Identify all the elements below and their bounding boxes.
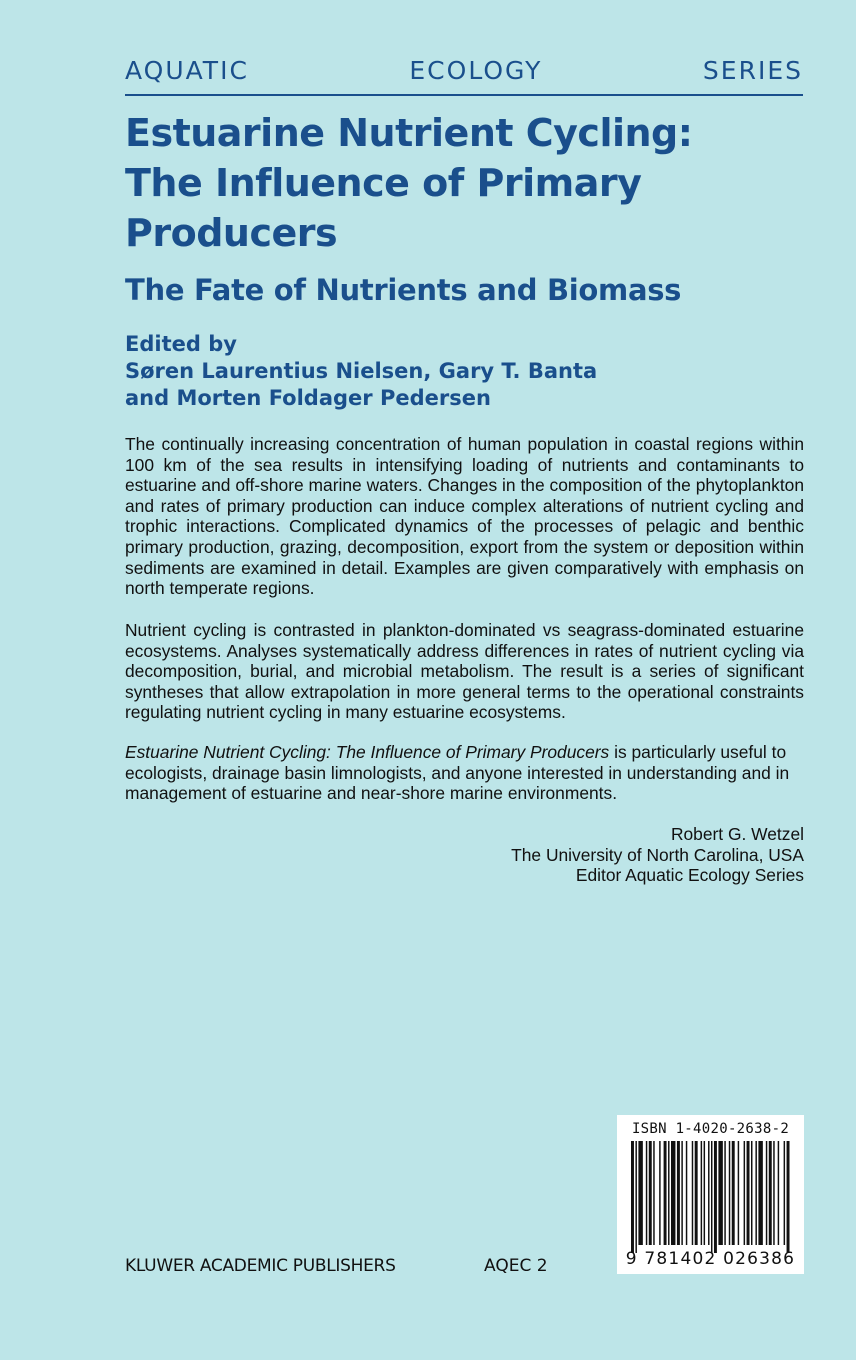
barcode-bar [686,1141,687,1245]
signature-role: Editor Aquatic Ecology Series [575,865,804,886]
signature-name: Robert G. Wetzel [670,824,804,844]
barcode-bar [778,1141,779,1245]
editors-block [125,331,597,412]
barcode-bar [744,1141,745,1245]
barcode-bar [701,1141,702,1245]
barcode-bar [704,1141,705,1245]
barcode-bar [653,1141,654,1245]
barcode-bar [747,1141,750,1245]
barcode-bar [646,1141,647,1245]
barcode-bar [677,1141,680,1245]
paragraph-3-text: is particularly useful to ecologists, drainage basin limnologists, and anyone interested in understanding and in management of estuarine and near-shore marine environments. [125,742,790,804]
ean-number: 9 781402 026386 [625,1249,796,1269]
barcode-bar [787,1141,790,1253]
barcode-bar [708,1141,709,1245]
title-line-2: The Influence of Primary [125,161,642,205]
barcode-bar [649,1141,652,1245]
description-paragraph-3 [125,742,804,804]
book-subtitle: The Fate of Nutrients and Biomass [125,273,682,307]
barcode-bar [711,1141,712,1253]
title-line-3: Producers [125,211,338,255]
barcode-bar [714,1141,717,1253]
barcode-bar [732,1141,735,1245]
barcode-bar [638,1141,642,1245]
barcode-bar [659,1141,660,1245]
barcode-bar [718,1141,722,1245]
series-editor-signature [511,824,804,886]
title-line-1: Estuarine Nutrient Cycling: [125,111,693,155]
barcode-bar [758,1141,762,1245]
description-paragraph-1: The continually increasing concentration of human population in coastal regions within 100 km of the sea results in intensifying loading of nutrients and contaminants to estuarine and off-shore marine waters. Changes in the composition of the phytoplankton and rates of primary production can induce complex alterations of nutrient cycling and trophic interactions. Complicated dynamics of the processes of pelagic and benthic primary production, grazing, decomposition, export from the system or deposition within sediments are examined in detail. Examples are given comparatively with emphasis on north temperate regions. [125,434,804,599]
barcode-bar [668,1141,669,1245]
barcode-bar [724,1141,725,1245]
barcode-bar [729,1141,730,1245]
series-name: AQUATIC ECOLOGY SERIES [125,56,803,85]
book-title-italic: Estuarine Nutrient Cycling: The Influence of Primary Producers [125,742,610,762]
editors-label: Edited by [125,332,237,356]
series-code: AQEC 2 [484,1256,548,1276]
publisher-name: KLUWER ACADEMIC PUBLISHERS [125,1256,396,1276]
barcode-bar [692,1141,693,1245]
barcode-box [617,1115,804,1274]
barcode-bar [664,1141,667,1245]
header-rule [125,94,803,96]
barcode-bar [766,1141,767,1245]
barcode-bar [681,1141,682,1245]
barcode-bar [695,1141,698,1245]
barcode-bar [755,1141,756,1245]
book-title [125,108,805,258]
barcode-bar [751,1141,752,1245]
signature-affiliation: The University of North Carolina, USA [511,844,804,865]
barcode-bar [784,1141,785,1245]
isbn-label: ISBN 1-4020-2638-2 [631,1121,790,1137]
barcode-icon [631,1141,791,1253]
barcode-bar [738,1141,739,1245]
editors-line-2: and Morten Foldager Pedersen [125,386,491,410]
barcode-bar [671,1141,675,1245]
barcode-bar [631,1141,634,1253]
editors-line-1: Søren Laurentius Nielsen, Gary T. Banta [125,359,598,383]
barcode-bar [769,1141,772,1245]
barcode-bar [773,1141,774,1245]
barcode-bar [635,1141,636,1253]
description-paragraph-2: Nutrient cycling is contrasted in plankton-dominated vs seagrass-dominated estuarine ecosystems. Analyses systematically address differences in rates of nutrient cycling via decomposition, burial, and microbial metabolism. The result is a series of significant syntheses that allow extrapolation in more general terms to the operational constraints regulating nutrient cycling in many estuarine ecosystems. [125,620,804,723]
